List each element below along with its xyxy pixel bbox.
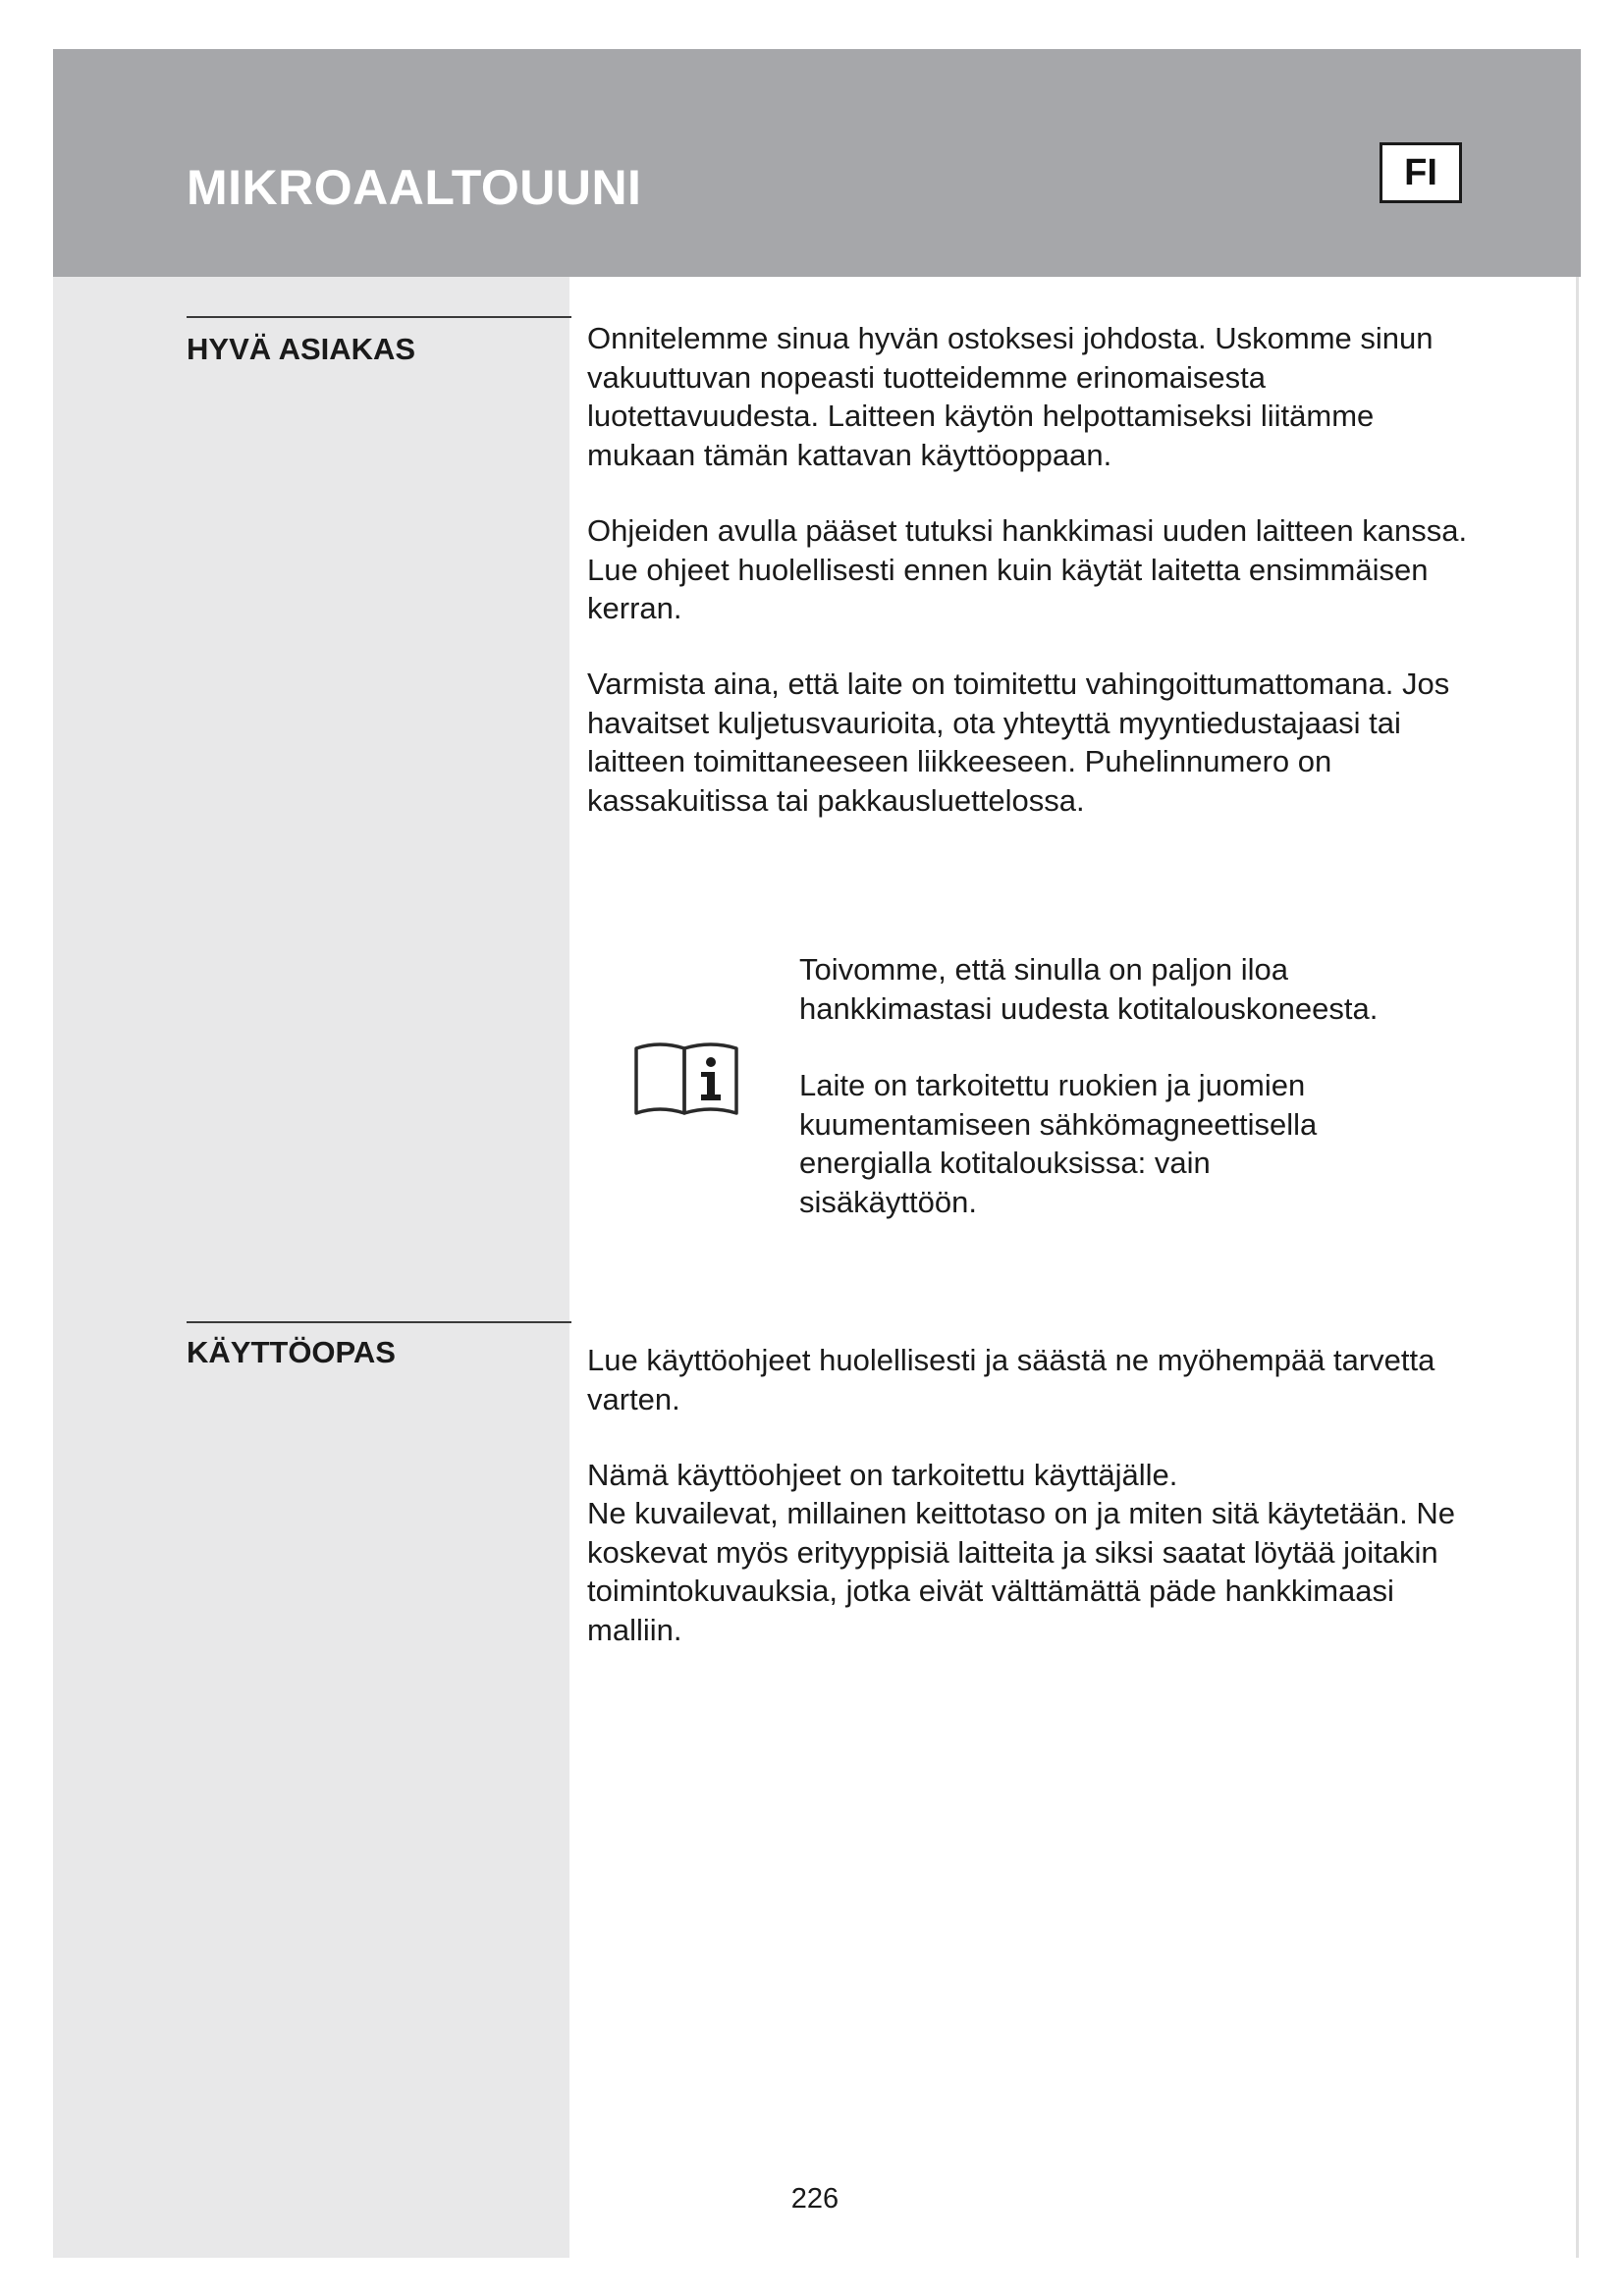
- info-note-intended-use: Laite on tarkoitettu ruokien ja juomien kuumentamiseen sähkömagneettisella energialla kotitalouksissa: vain sisäkäyttöön.: [799, 1068, 1318, 1219]
- language-badge: FI: [1380, 142, 1462, 203]
- paragraph-read-instructions: Lue käyttöohjeet huolellisesti ja säästä ne myöhempää tarvetta varten.: [587, 1343, 1435, 1416]
- section-divider: [187, 316, 571, 318]
- paragraph-transport-damage: Varmista aina, että laite on toimitettu vahingoittumattomana. Jos havaitset kuljetusvaurioita, ota yhteyttä myyntiedustajaasi tai laitteen toimittaneeseen liikkeeseen. Puhelinnumero on kassakuitissa tai pakkausluettelossa.: [587, 667, 1450, 818]
- right-edge-line: [1576, 277, 1579, 2258]
- document-title: MIKROAALTOUUNI: [187, 160, 642, 215]
- manual-info-icon: [632, 1039, 742, 1119]
- paragraph-describes-hob: Ne kuvailevat, millainen keittotaso on ja miten sitä käytetään. Ne koskevat myös erityyppisiä laitteita ja siksi saatat löytää joitakin toimintokuvauksia, jotka eivät välttämättä päde hankkimaasi malliin.: [587, 1496, 1455, 1647]
- info-note-enjoy: Toivomme, että sinulla on paljon iloa hankkimastasi uudesta kotitalouskoneesta.: [799, 952, 1379, 1026]
- section-divider: [187, 1321, 571, 1323]
- page-number: 226: [790, 2183, 839, 2215]
- side-column: [53, 277, 569, 2258]
- paragraph-congratulations: Onnitelemme sinua hyvän ostoksesi johdosta. Uskomme sinun vakuuttuvan nopeasti tuotteidemme erinomaisesta luotettavuudesta. Laitteen käytön helpottamiseksi liitämme mukaan tämän kattavan käyttöoppaan.: [587, 321, 1434, 472]
- paragraph-for-user: Nämä käyttöohjeet on tarkoitettu käyttäjälle.: [587, 1458, 1178, 1492]
- section-heading-hyva-asiakas: HYVÄ ASIAKAS: [187, 332, 416, 366]
- paragraph-getting-familiar: Ohjeiden avulla pääset tutuksi hankkimasi uuden laitteen kanssa. Lue ohjeet huolellisesti ennen kuin käytät laitetta ensimmäisen kerran.: [587, 513, 1468, 625]
- section-heading-kayttoopas: KÄYTTÖOPAS: [187, 1335, 396, 1369]
